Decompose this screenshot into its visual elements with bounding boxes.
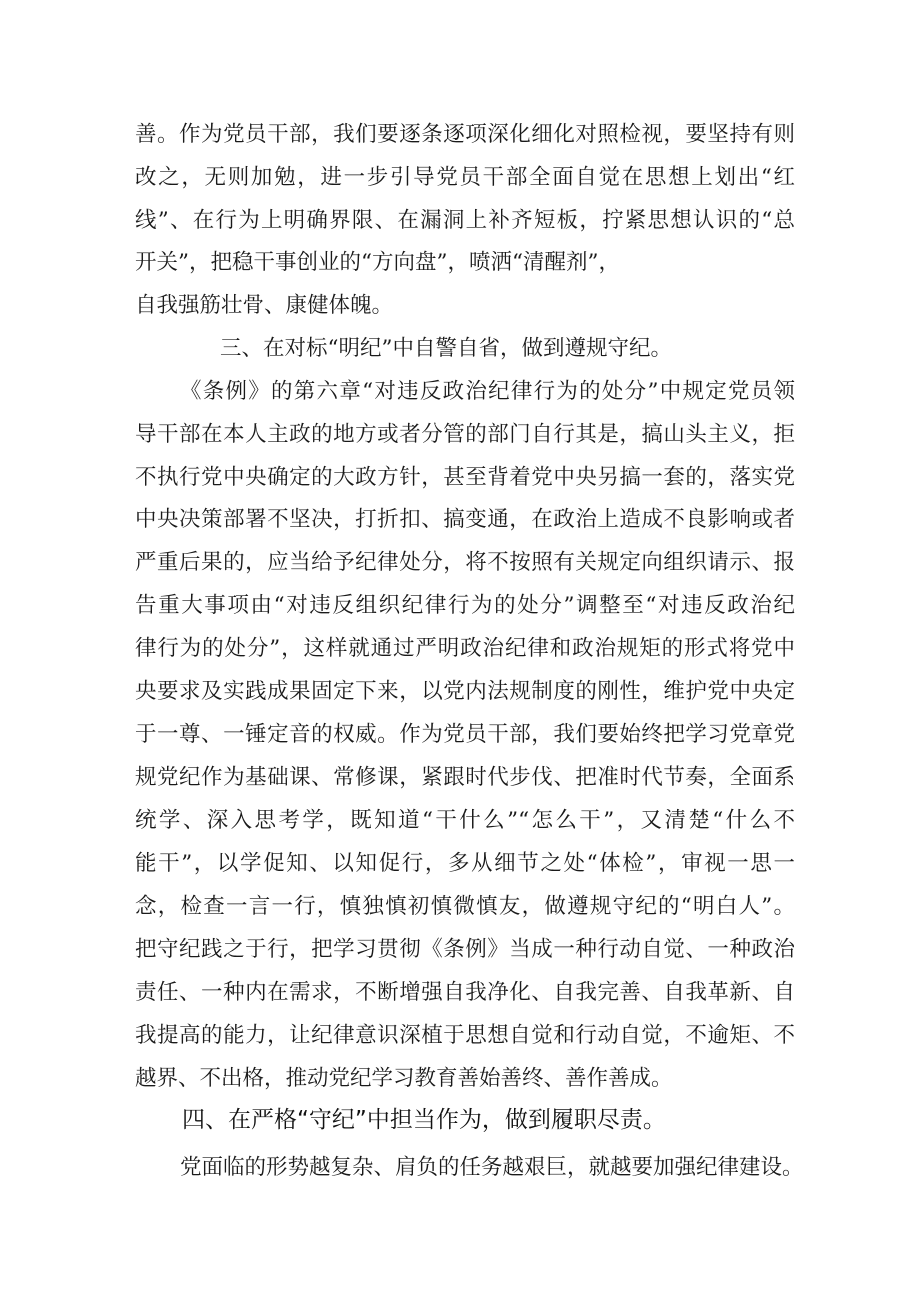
paragraph-first-line: 《条例》的第六章“对违反政治纪律行为的处分”中规定党员领 bbox=[180, 379, 795, 404]
text-line: 把守纪践之于行，把学习贯彻《条例》当成一种行动自觉、一种政治 bbox=[135, 937, 795, 962]
text-line: 我提高的能力，让纪律意识深植于思想自觉和行动自觉，不逾矩、不 bbox=[135, 1023, 795, 1048]
text-line: 告重大事项由“对违反组织纪律行为的处分”调整至“对违反政治纪 bbox=[135, 593, 795, 618]
text-line: 责任、一种内在需求，不断增强自我净化、自我完善、自我革新、自 bbox=[135, 980, 795, 1005]
section-heading-3: 三、在对标“明纪”中自警自省，做到遵规守纪。 bbox=[220, 336, 672, 361]
paragraph-first-line: 党面临的形势越复杂、肩负的任务越艰巨，就越要加强纪律建设。 bbox=[180, 1155, 804, 1180]
text-line: 开关”，把稳干事创业的“方向盘”，喷洒“清醒剂”， bbox=[135, 250, 620, 275]
text-line: 严重后果的，应当给予纪律处分，将不按照有关规定向组织请示、报 bbox=[135, 550, 795, 575]
text-line: 于一尊、一锤定音的权威。作为党员干部，我们要始终把学习党章党 bbox=[135, 722, 795, 747]
text-line: 统学、深入思考学，既知道“干什么”“怎么干”，又清楚“什么不 bbox=[135, 808, 795, 833]
text-line: 中央决策部署不坚决，打折扣、搞变通，在政治上造成不良影响或者 bbox=[135, 507, 795, 532]
text-line: 不执行党中央确定的大政方针，甚至背着党中央另搞一套的，落实党 bbox=[135, 465, 795, 490]
text-line: 线”、在行为上明确界限、在漏洞上补齐短板，拧紧思想认识的“总 bbox=[135, 208, 795, 233]
text-line: 自我强筋壮骨、康健体魄。 bbox=[135, 293, 394, 318]
text-line: 律行为的处分”，这样就通过严明政治纪律和政治规矩的形式将党中 bbox=[135, 636, 795, 661]
text-line: 改之，无则加勉，进一步引导党员干部全面自觉在思想上划出“红 bbox=[135, 165, 795, 190]
text-line: 善。作为党员干部，我们要逐条逐项深化细化对照检视，要坚持有则 bbox=[135, 122, 795, 147]
text-line: 导干部在本人主政的地方或者分管的部门自行其是，搞山头主义，拒 bbox=[135, 422, 795, 447]
text-line: 央要求及实践成果固定下来，以党内法规制度的刚性，维护党中央定 bbox=[135, 679, 795, 704]
text-line: 能干”，以学促知、以知促行，多从细节之处“体检”，审视一思一 bbox=[135, 851, 795, 876]
text-line: 越界、不出格，推动党纪学习教育善始善终、善作善成。 bbox=[135, 1066, 673, 1091]
text-line: 规党纪作为基础课、常修课，紧跟时代步伐、把准时代节奏，全面系 bbox=[135, 765, 795, 790]
text-line: 念，检查一言一行，慎独慎初慎微慎友，做遵规守纪的“明白人”。 bbox=[135, 894, 795, 919]
section-heading-4: 四、在严格“守纪”中担当作为，做到履职尽责。 bbox=[182, 1107, 666, 1133]
